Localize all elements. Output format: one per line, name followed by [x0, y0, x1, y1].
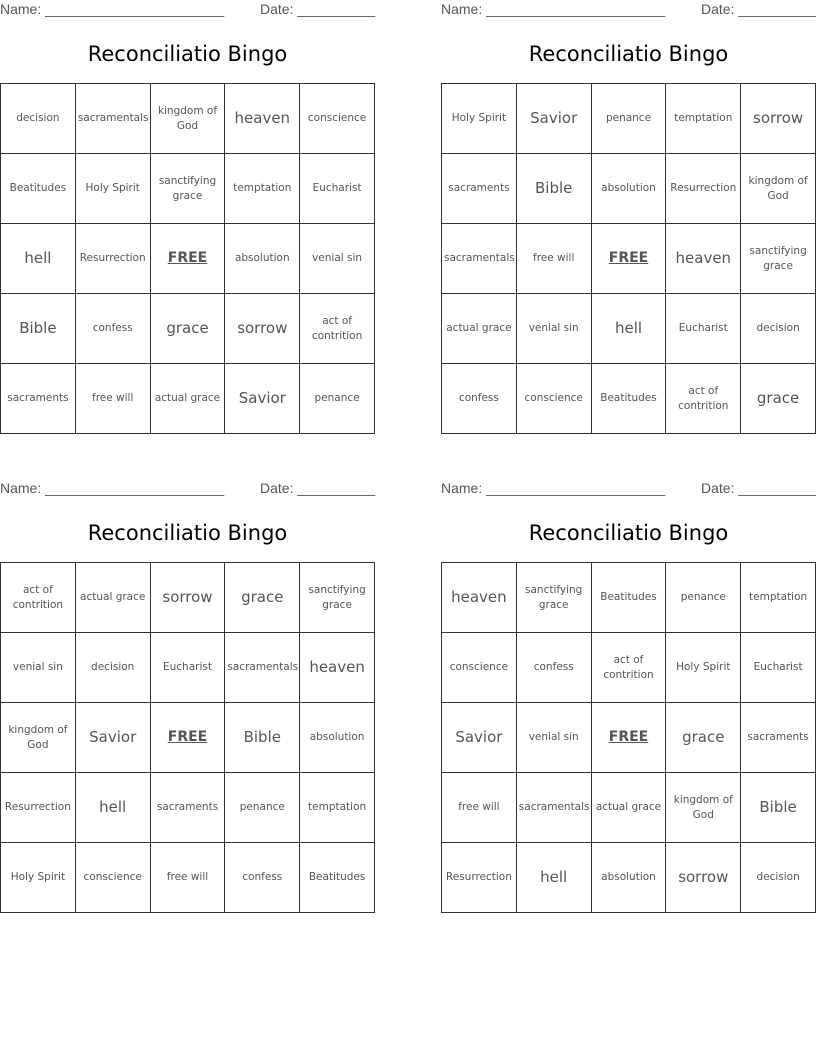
bingo-cell: decision [75, 633, 150, 703]
bingo-cell: penance [300, 364, 375, 434]
bingo-cell: Resurrection [666, 154, 741, 224]
bingo-cell: kingdom of God [150, 84, 225, 154]
bingo-cell: absolution [225, 224, 300, 294]
bingo-cell: Beatitudes [591, 563, 666, 633]
bingo-cell: penance [666, 563, 741, 633]
name-field: Name: _______________________ [441, 1, 666, 17]
bingo-cell: Eucharist [300, 154, 375, 224]
bingo-cell: Bible [225, 703, 300, 773]
bingo-cell: sacramentals [75, 84, 150, 154]
bingo-cell: grace [666, 703, 741, 773]
bingo-cell: sacramentals [516, 773, 591, 843]
bingo-cell: grace [150, 294, 225, 364]
bingo-cell: conscience [516, 364, 591, 434]
bingo-cell: actual grace [150, 364, 225, 434]
bingo-cell: decision [1, 84, 76, 154]
bingo-row [442, 843, 816, 913]
bingo-row [442, 84, 816, 154]
bingo-cell: decision [741, 294, 816, 364]
bingo-cell: Eucharist [150, 633, 225, 703]
bingo-cell: absolution [300, 703, 375, 773]
bingo-cell: Beatitudes [1, 154, 76, 224]
card-title: Reconciliatio Bingo [87, 521, 288, 545]
bingo-cell: absolution [591, 154, 666, 224]
bingo-card-2 [441, 0, 816, 440]
bingo-cell: free will [150, 843, 225, 913]
bingo-cell: Savior [75, 703, 150, 773]
bingo-cell: conscience [300, 84, 375, 154]
bingo-cell: heaven [442, 563, 517, 633]
bingo-cell: heaven [225, 84, 300, 154]
bingo-cell: free will [75, 364, 150, 434]
name-field: Name: _______________________ [0, 480, 225, 496]
bingo-cell: grace [741, 364, 816, 434]
bingo-cell: actual grace [591, 773, 666, 843]
date-field: Date: __________ [260, 480, 376, 496]
bingo-cell: hell [516, 843, 591, 913]
bingo-row [1, 703, 375, 773]
bingo-cell: hell [1, 224, 76, 294]
bingo-cell: conscience [75, 843, 150, 913]
bingo-row [442, 364, 816, 434]
bingo-card-1 [0, 0, 375, 440]
bingo-cell: hell [75, 773, 150, 843]
date-field: Date: __________ [701, 1, 816, 17]
bingo-cell: temptation [225, 154, 300, 224]
free-space: FREE [591, 224, 666, 294]
bingo-cell: Savior [225, 364, 300, 434]
bingo-cell: sacraments [442, 154, 517, 224]
free-space: FREE [150, 703, 225, 773]
bingo-row [442, 633, 816, 703]
bingo-cell: Beatitudes [300, 843, 375, 913]
bingo-row [442, 563, 816, 633]
bingo-row [1, 364, 375, 434]
bingo-cell: act of contrition [300, 294, 375, 364]
bingo-cell: Holy Spirit [442, 84, 517, 154]
bingo-cell: Holy Spirit [75, 154, 150, 224]
bingo-cell: Holy Spirit [1, 843, 76, 913]
bingo-cell: Resurrection [442, 843, 517, 913]
bingo-row [1, 633, 375, 703]
bingo-cell: sacramentals [442, 224, 517, 294]
date-field: Date: __________ [701, 480, 816, 496]
bingo-grid [441, 562, 816, 913]
bingo-row [1, 563, 375, 633]
bingo-row [442, 703, 816, 773]
bingo-cell: sorrow [666, 843, 741, 913]
bingo-cell: Eucharist [666, 294, 741, 364]
bingo-cell: sanctifying grace [516, 563, 591, 633]
bingo-cell: Bible [741, 773, 816, 843]
bingo-row [442, 224, 816, 294]
bingo-cell: temptation [741, 563, 816, 633]
bingo-cell: absolution [591, 843, 666, 913]
bingo-cell: sacramentals [225, 633, 300, 703]
free-space: FREE [591, 703, 666, 773]
bingo-cell: venial sin [1, 633, 76, 703]
bingo-cell: heaven [300, 633, 375, 703]
bingo-row [442, 154, 816, 224]
bingo-cell: Bible [516, 154, 591, 224]
bingo-cell: venial sin [516, 703, 591, 773]
bingo-cell: sorrow [150, 563, 225, 633]
card-title: Reconciliatio Bingo [528, 521, 729, 545]
bingo-cell: sanctifying grace [741, 224, 816, 294]
bingo-cell: act of contrition [1, 563, 76, 633]
bingo-card-4 [441, 479, 816, 919]
bingo-row [442, 294, 816, 364]
bingo-cell: confess [75, 294, 150, 364]
bingo-cell: temptation [300, 773, 375, 843]
bingo-cell: act of contrition [591, 633, 666, 703]
bingo-cell: actual grace [75, 563, 150, 633]
bingo-cell: penance [225, 773, 300, 843]
bingo-row [1, 154, 375, 224]
bingo-cell: Savior [442, 703, 517, 773]
bingo-cell: venial sin [516, 294, 591, 364]
card-title: Reconciliatio Bingo [87, 42, 288, 66]
bingo-cell: kingdom of God [741, 154, 816, 224]
bingo-card-3 [0, 479, 375, 919]
date-field: Date: __________ [260, 1, 376, 17]
bingo-cell: act of contrition [666, 364, 741, 434]
bingo-cell: kingdom of God [666, 773, 741, 843]
bingo-cell: Resurrection [1, 773, 76, 843]
bingo-row [1, 84, 375, 154]
bingo-cell: confess [516, 633, 591, 703]
bingo-cell: sacraments [1, 364, 76, 434]
bingo-cell: confess [442, 364, 517, 434]
bingo-cell: Resurrection [75, 224, 150, 294]
bingo-cell: sorrow [225, 294, 300, 364]
bingo-cell: sanctifying grace [150, 154, 225, 224]
card-title: Reconciliatio Bingo [528, 42, 729, 66]
bingo-cell: sacraments [741, 703, 816, 773]
bingo-row [1, 843, 375, 913]
bingo-cell: Savior [516, 84, 591, 154]
bingo-row [1, 224, 375, 294]
bingo-cell: confess [225, 843, 300, 913]
bingo-cell: Eucharist [741, 633, 816, 703]
bingo-row [442, 773, 816, 843]
bingo-cell: sacraments [150, 773, 225, 843]
bingo-cell: actual grace [442, 294, 517, 364]
bingo-cell: heaven [666, 224, 741, 294]
bingo-cell: grace [225, 563, 300, 633]
name-field: Name: _______________________ [0, 1, 225, 17]
bingo-row [1, 773, 375, 843]
bingo-cell: temptation [666, 84, 741, 154]
bingo-cell: Bible [1, 294, 76, 364]
bingo-cell: venial sin [300, 224, 375, 294]
bingo-grid [0, 562, 375, 913]
free-space: FREE [150, 224, 225, 294]
bingo-cell: penance [591, 84, 666, 154]
bingo-grid [441, 83, 816, 434]
bingo-cell: Beatitudes [591, 364, 666, 434]
bingo-cell: free will [442, 773, 517, 843]
name-field: Name: _______________________ [441, 480, 666, 496]
bingo-row [1, 294, 375, 364]
bingo-cell: free will [516, 224, 591, 294]
bingo-cell: sanctifying grace [300, 563, 375, 633]
bingo-cell: decision [741, 843, 816, 913]
bingo-cell: sorrow [741, 84, 816, 154]
bingo-cell: Holy Spirit [666, 633, 741, 703]
bingo-cell: hell [591, 294, 666, 364]
bingo-cell: kingdom of God [1, 703, 76, 773]
bingo-grid [0, 83, 375, 434]
bingo-cell: conscience [442, 633, 517, 703]
